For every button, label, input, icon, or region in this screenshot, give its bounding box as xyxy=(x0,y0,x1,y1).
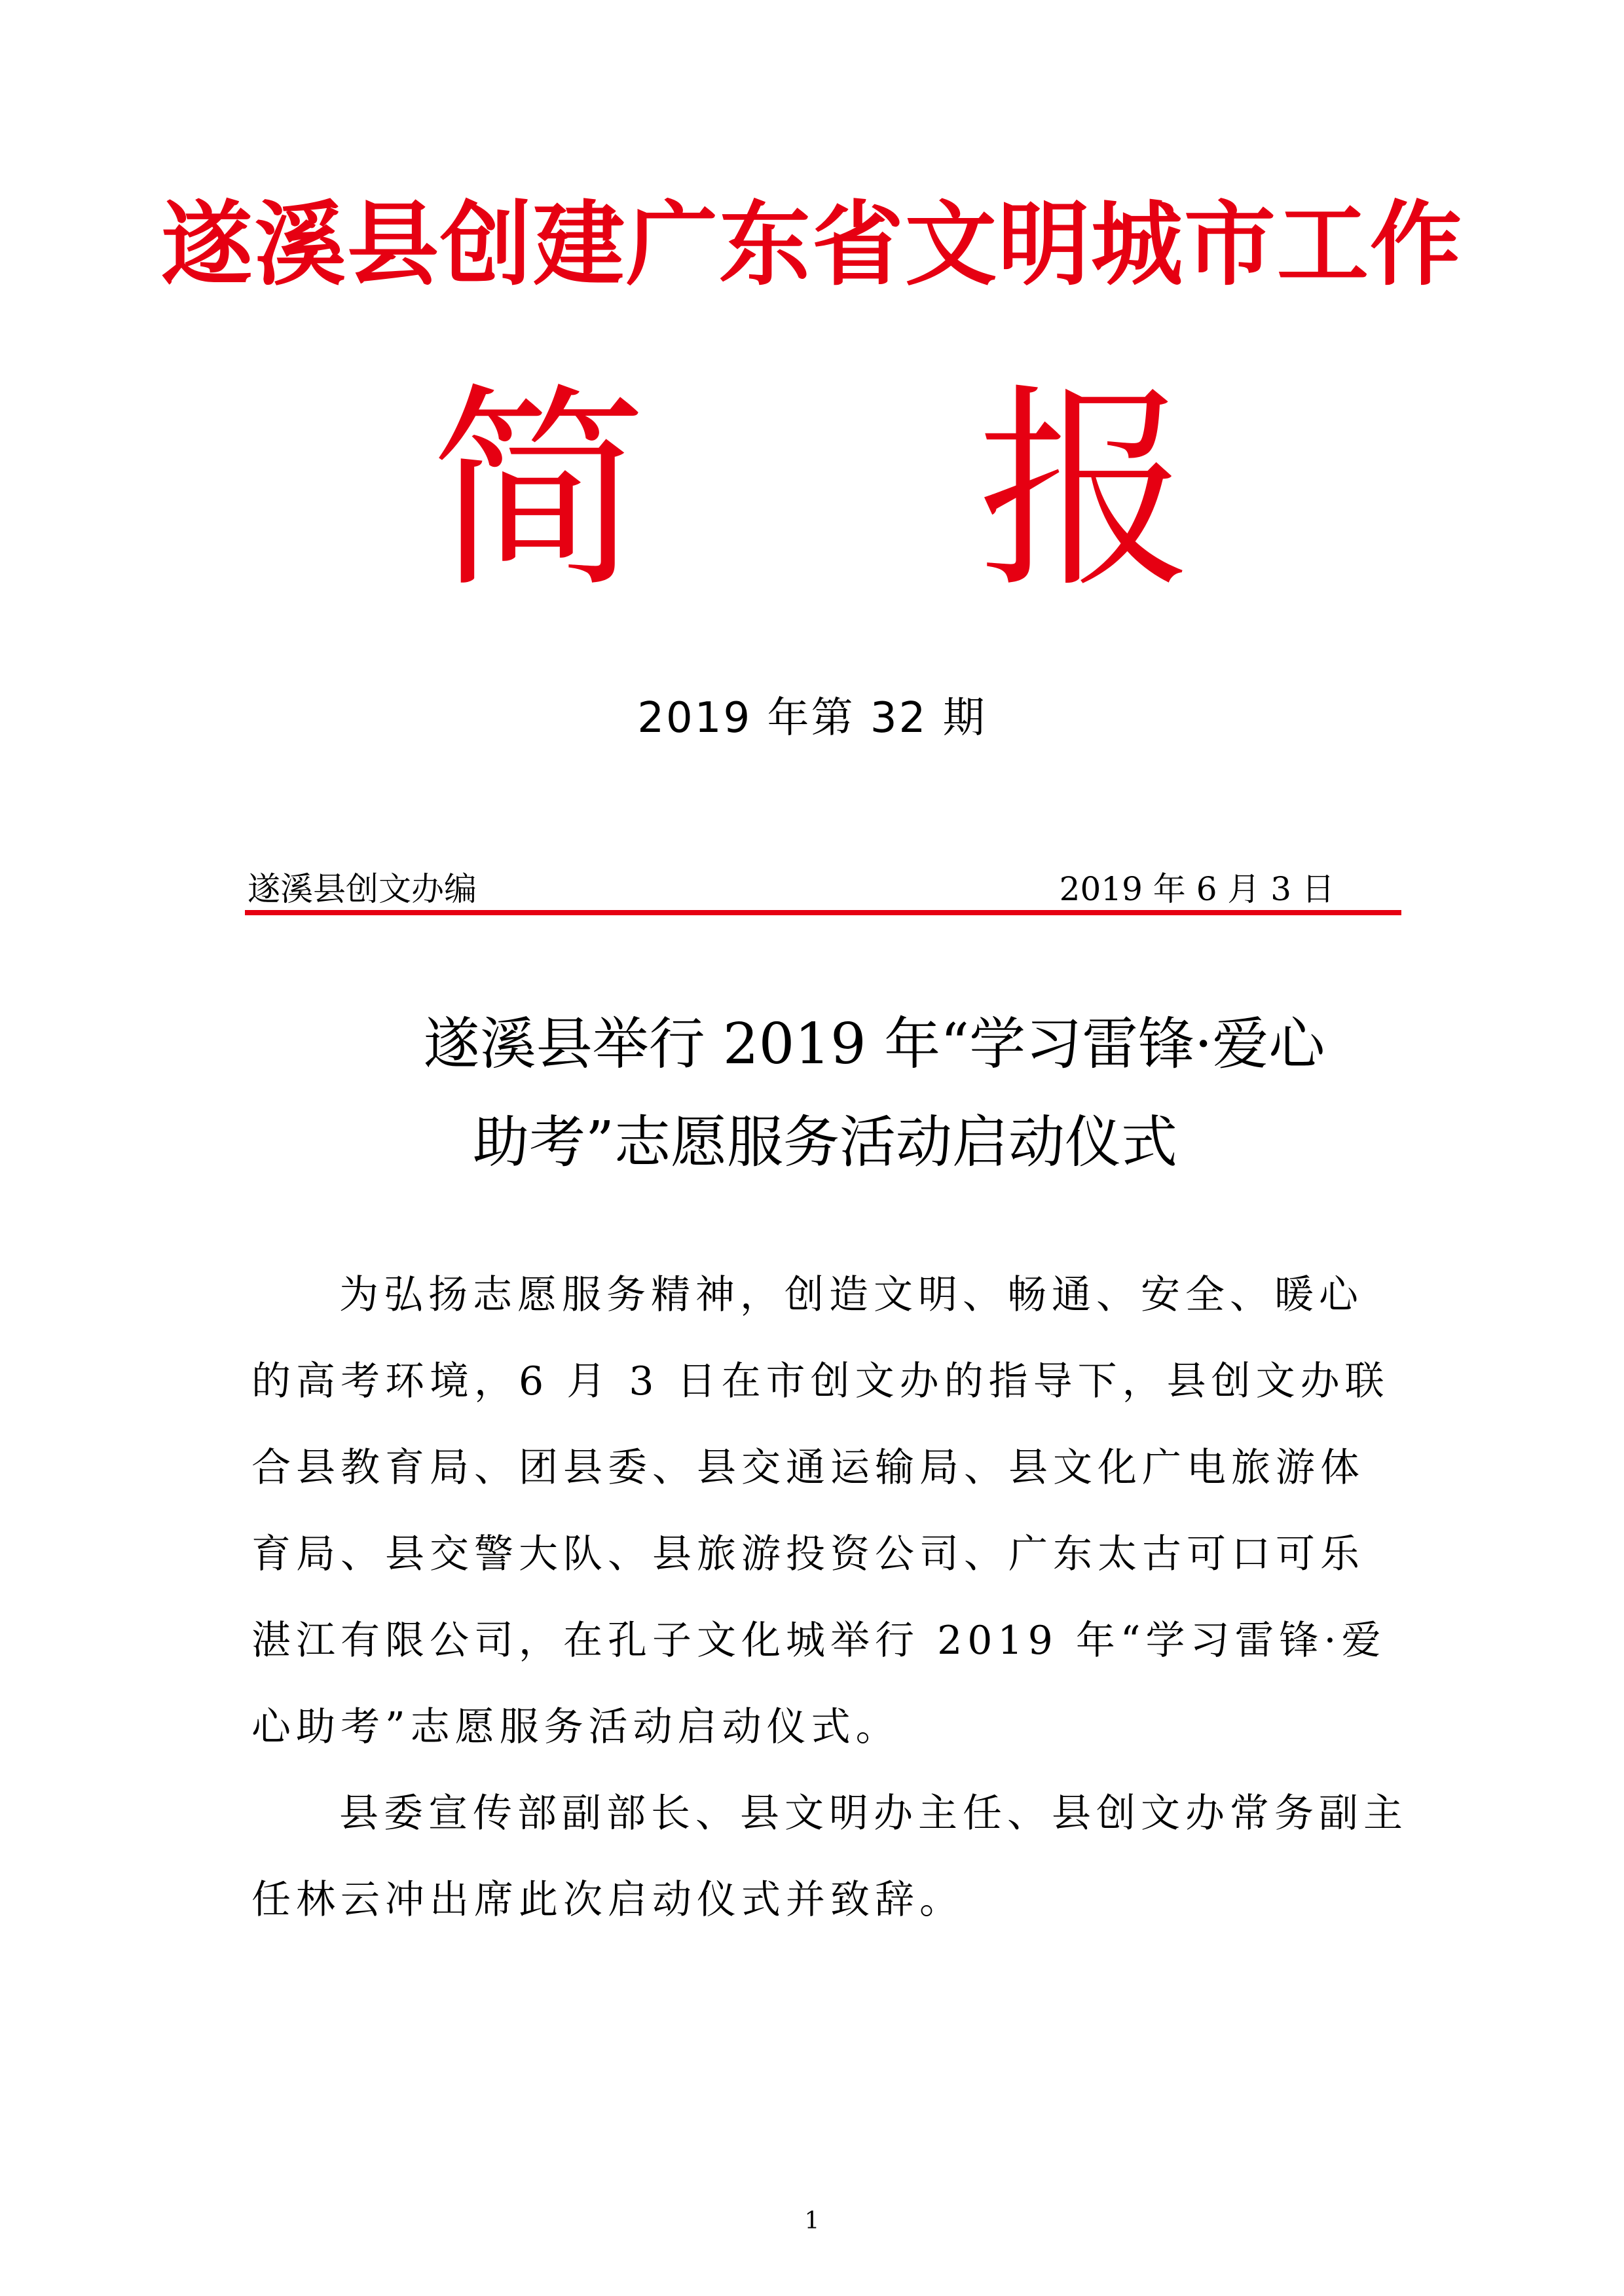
paragraph-line: 任林云冲出席此次启动仪式并致辞。 xyxy=(251,1877,964,1923)
publish-date: 2019 年 6 月 3 日 xyxy=(1059,870,1335,908)
red-divider-rule xyxy=(245,910,1401,915)
page-number: 1 xyxy=(804,2208,820,2234)
editor-line xyxy=(248,863,1400,915)
article-title xyxy=(0,995,1624,1192)
issue-number: 2019 年第 32 期 xyxy=(637,694,987,742)
paragraph-line: 的高考环境，6 月 3 日在市创文办的指导下，县创文办联 xyxy=(251,1358,1390,1404)
article-title-line-1: 遂溪县举行 2019 年“学习雷锋·爱心 xyxy=(423,1011,1325,1077)
paragraph-2 xyxy=(251,1770,1408,1943)
paragraph-line: 县委宣传部副部长、县文明办主任、县创文办常务副主 xyxy=(339,1791,1408,1836)
paragraph-line: 育局、县交警大队、县旅游投资公司、广东太古可口可乐 xyxy=(251,1531,1365,1577)
paragraph-line: 心助考”志愿服务活动启动仪式。 xyxy=(251,1704,900,1750)
paragraph-line: 为弘扬志愿服务精神，创造文明、畅通、安全、暖心 xyxy=(339,1272,1363,1318)
masthead-title: 简 报 xyxy=(430,365,1325,617)
article-title-line-2: 助考”志愿服务活动启动仪式 xyxy=(473,1110,1177,1175)
editor-name: 遂溪县创文办编 xyxy=(248,870,477,908)
masthead-organization: 遂溪县创建广东省文明城市工作 xyxy=(160,192,1463,299)
paragraph-line: 湛江有限公司，在孔子文化城举行 2019 年“学习雷锋·爱 xyxy=(251,1618,1386,1664)
paragraph-1 xyxy=(251,1252,1390,1770)
paragraph-line: 合县教育局、团县委、县交通运输局、县文化广电旅游体 xyxy=(251,1445,1365,1491)
article-body xyxy=(251,1252,1408,1943)
